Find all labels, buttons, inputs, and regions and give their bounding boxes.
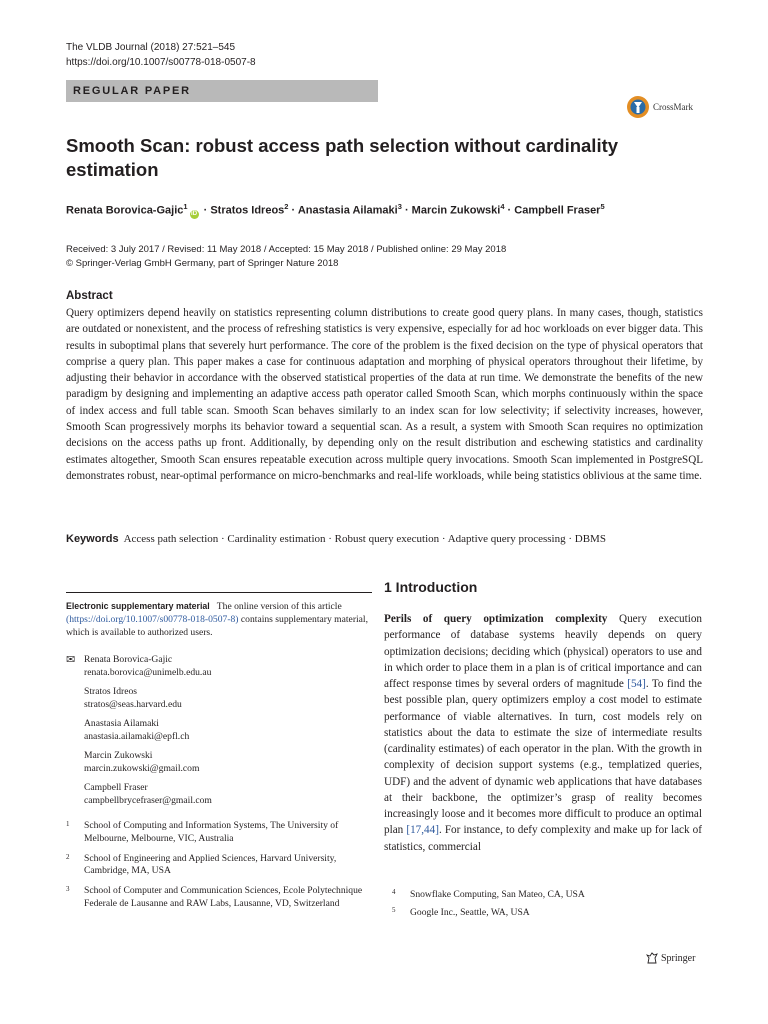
author-affiliation-mark: 5 xyxy=(600,202,605,211)
affiliation xyxy=(66,853,374,879)
contact-entry xyxy=(66,653,374,679)
affiliation xyxy=(66,820,374,846)
abstract-heading: Abstract xyxy=(66,290,113,302)
section-label: REGULAR PAPER xyxy=(66,80,378,102)
contact-entry xyxy=(66,749,374,775)
esm-text: The online version of this article xyxy=(216,601,342,612)
contact-email[interactable]: anastasia.ailamaki@epfl.ch xyxy=(84,731,190,742)
affiliation-number: 1 xyxy=(66,820,70,828)
paragraph-lead: Perils of query optimization complexity xyxy=(384,613,608,625)
publisher-name: Springer xyxy=(661,952,696,964)
author-affiliation-mark: 2 xyxy=(284,202,289,211)
affiliation-text: School of Engineering and Applied Sciences, Harvard University, Cambridge, MA, USA xyxy=(84,852,337,877)
author-affiliation-mark: 4 xyxy=(500,202,505,211)
journal-citation: The VLDB Journal (2018) 27:521–545 xyxy=(66,42,236,53)
springer-horse-icon xyxy=(646,952,658,964)
author-name: Renata Borovica-Gajic xyxy=(66,204,184,217)
affiliation-number: 2 xyxy=(66,852,70,861)
history-dates: Received: 3 July 2017 / Revised: 11 May 2018 / Accepted: 15 May 2018 / Published online: 29 May 2018 xyxy=(66,244,507,255)
affiliation-text: Snowflake Computing, San Mateo, CA, USA xyxy=(410,889,585,900)
affiliation-text: Google Inc., Seattle, WA, USA xyxy=(410,907,530,918)
author-affiliation-mark: 1 xyxy=(183,202,188,211)
author-list: Renata Borovica-Gajic$^1$iD · Stratos Idreos$^2$ · Anastasia Ailamaki$^3$ · Marcin Zukowski$^4$ · Campbell Fraser$^5$ xyxy=(66,202,605,217)
contact-email[interactable]: stratos@seas.harvard.edu xyxy=(84,699,182,710)
affiliation-list xyxy=(66,820,374,918)
section-heading-introduction: 1 Introduction xyxy=(384,579,478,595)
esm-heading: Electronic supplementary material xyxy=(66,601,210,611)
contact-name: Marcin Zukowski xyxy=(84,750,153,761)
author-name: Anastasia Ailamaki xyxy=(297,204,398,217)
citation-link[interactable]: [54] xyxy=(627,678,646,690)
keywords-text: Access path selection · Cardinality estimation · Robust query execution · Adaptive query processing · DBMS xyxy=(123,533,606,545)
intro-body-3: . For instance, to defy complexity and make up for lack of statistics, commercial xyxy=(384,824,702,853)
contact-email[interactable]: marcin.zukowski@gmail.com xyxy=(84,763,200,774)
intro-body-2: . To find the best possible plan, query optimizers employ a cost model to estimate performance of viable alternatives. In turn, cost models rely on statistics about the data to estimate the size of intermediate results (cardinality estimates) of each operator in the plan. With the growth in complexity of decision support systems (e.g., templatized queries, UDF) and the advent of dynamic web applications that have databases at their backbone, the optimizer’s grasp of reality becomes increasingly loose and it becomes more difficult to produce an optimal plan xyxy=(384,678,702,837)
intro-body-1: Query execution performance of database systems heavily depends on query optimization decisions; deciding which (physical) operators to use and in which order to place them in a plan is of critical importance and can affect response times by several orders of magnitude xyxy=(384,613,703,690)
contact-list xyxy=(66,653,374,813)
affiliation-number: 3 xyxy=(66,885,70,894)
crossmark-icon xyxy=(626,95,650,119)
affiliation-list-continued xyxy=(392,888,702,924)
crossmark-label: CrossMark xyxy=(653,102,693,112)
keywords xyxy=(66,533,706,545)
contact-name: Anastasia Ailamaki xyxy=(84,718,159,729)
contact-entry xyxy=(66,717,374,743)
esm-text-2: contains supplementary material, which is available to authorized users. xyxy=(66,614,368,638)
contact-name: Renata Borovica-Gajic xyxy=(84,654,173,665)
supplementary-note xyxy=(66,600,374,639)
contact-email[interactable]: renata.borovica@unimelb.edu.au xyxy=(84,667,212,678)
copyright-line: © Springer-Verlag GmbH Germany, part of Springer Nature 2018 xyxy=(66,257,339,269)
publisher-logo xyxy=(646,952,695,964)
abstract-text: Query optimizers depend heavily on statistics representing column distributions to create good query plans. In many cases, though, statistics are outdated or nonexistent, and the process of refreshing statistics is very expensive, especially for ad hoc workloads on ever bigger data. This results in suboptimal plans that severely hurt performance. The core of the problem is the fixed decision on the type of physical operators that comprise a query plan. This paper makes a case for continuous adaptation and morphing of physical operators throughout their lifetime, by adjusting their behavior in accordance with the observed statistical properties of the data at run time. We demonstrate the benefits of the new paradigm by designing and implementing an adaptive access path operator called Smooth Scan, which morphs continuously within the space of index access and full table scan. Smooth Scan behaves similarly to an index scan for low selectivity; if selectivity increases, however, Smooth Scan progressively morphs its behavior toward a sequential scan. As a result, a system with Smooth Scan requires no optimization decisions on the access paths up front. Additionally, by depending only on the result distribution and eschewing statistics and cardinality estimates altogether, Smooth Scan ensures repeatable execution across multiple query invocations. Smooth Scan implemented in PostgreSQL demonstrates robust, near-optimal performance on micro-benchmarks and real-life workloads, while being statistics oblivious at the same time. xyxy=(66,307,703,482)
author-name: Campbell Fraser xyxy=(514,204,601,217)
author-name: Stratos Idreos xyxy=(210,204,285,217)
citation-link[interactable]: [17,44] xyxy=(406,824,439,837)
footnote-divider xyxy=(66,592,372,593)
publication-dates xyxy=(66,243,506,270)
envelope-icon: ✉ xyxy=(66,654,76,666)
affiliation-number: 5 xyxy=(392,906,396,914)
contact-entry xyxy=(66,781,374,807)
affiliation xyxy=(66,885,374,911)
introduction-text xyxy=(384,611,702,855)
affiliation-number: 4 xyxy=(392,888,396,896)
affiliation xyxy=(392,888,702,901)
affiliation-text: School of Computer and Communication Sciences, Ecole Polytechnique Federale de Lausanne and RAW Labs, Lausanne, VD, Switzerland xyxy=(84,885,363,909)
author-affiliation-mark: 3 xyxy=(397,202,402,211)
contact-email[interactable]: campbellbrycefraser@gmail.com xyxy=(84,795,212,806)
contact-entry xyxy=(66,685,374,711)
orcid-icon[interactable]: iD xyxy=(191,210,198,217)
contact-name: Campbell Fraser xyxy=(84,782,148,793)
esm-link[interactable]: (https://doi.org/10.1007/s00778-018-0507-8) xyxy=(66,614,239,625)
affiliation-text: School of Computing and Information Systems, The University of Melbourne, Melbourne, VIC, Australia xyxy=(84,820,339,844)
doi-link[interactable]: https://doi.org/10.1007/s00778-018-0507-8 xyxy=(66,57,256,68)
affiliation xyxy=(392,906,702,919)
journal-header xyxy=(66,40,256,70)
contact-name: Stratos Idreos xyxy=(84,686,138,697)
crossmark-badge[interactable] xyxy=(626,92,704,122)
keywords-heading: Keywords xyxy=(66,533,119,545)
author-name: Marcin Zukowski xyxy=(411,204,501,217)
paper-title: Smooth Scan: robust access path selection without cardinality estimation xyxy=(66,135,619,180)
